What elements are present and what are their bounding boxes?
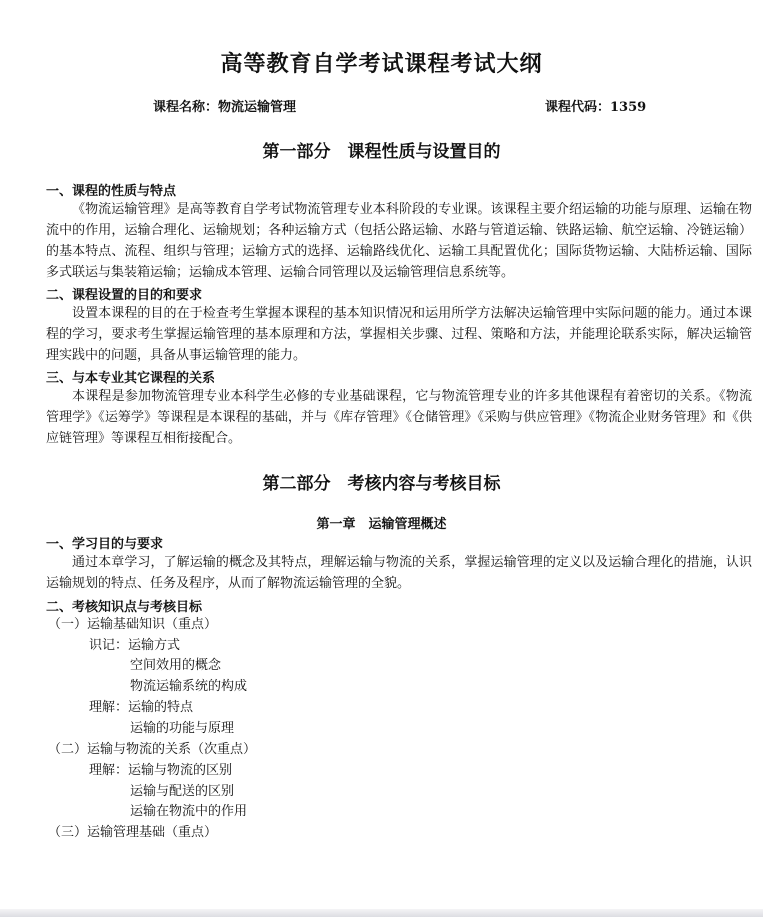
part2-section1-title: 一、学习目的与要求 [46, 537, 164, 552]
part1-section3-text: 本课程是参加物流管理专业本科学生必修的专业基础课程，它与物流管理专业的许多其他课程有着密切的关系。《物流管理学》《运筹学》等课程是本课程的基础，并与《库存管理》《仓储管理》《采购与供应管理》《物流企业财务管理》和《供应链管理》等课程互相衔接配合。 [46, 389, 752, 446]
course-name: 课程名称：物流运输管理 [153, 100, 297, 115]
document-title: 高等教育自学考试课程考试大纲 [220, 51, 543, 77]
outline-item: 理解：运输与物流的区别 [89, 763, 233, 778]
outline-item: （二）运输与物流的关系（次重点） [48, 742, 257, 757]
outline-item: 理解：运输的特点 [89, 700, 194, 715]
outline-item: 空间效用的概念 [130, 658, 222, 673]
part1-section1-title: 一、课程的性质与特点 [46, 184, 177, 199]
part1-section2-text: 设置本课程的目的在于检查考生掌握本课程的基本知识情况和运用所学方法解决运输管理中实际问题的能力。通过本课程的学习，要求考生掌握运输管理的基本原理和方法，掌握相关步骤、过程、策略和方法，并能理论联系实际，解决运输管理实践中的问题，具备从事运输管理的能力。 [46, 306, 752, 363]
outline-item: 物流运输系统的构成 [130, 679, 248, 694]
chapter-heading: 第一章 运输管理概述 [316, 517, 447, 532]
part1-heading: 第一部分 课程性质与设置目的 [262, 142, 501, 162]
outline-item: 运输的功能与原理 [130, 721, 235, 736]
part2-section1-text: 通过本章学习，了解运输的概念及其特点，理解运输与物流的关系，掌握运输管理的定义以及运输合理化的措施，认识运输规划的特点、任务及程序，从而了解物流运输管理的全貌。 [46, 555, 752, 591]
outline-item: 运输与配送的区别 [130, 784, 235, 799]
horizontal-scrollbar[interactable] [0, 909, 763, 917]
part1-section2-title: 二、课程设置的目的和要求 [46, 288, 203, 303]
course-code: 课程代码：1359 [545, 100, 647, 115]
part2-section2-title: 二、考核知识点与考核目标 [46, 600, 203, 615]
outline-item: 运输在物流中的作用 [130, 804, 248, 819]
part2-heading: 第二部分 考核内容与考核目标 [262, 474, 501, 494]
outline-item: （三）运输管理基础（重点） [48, 825, 218, 840]
part1-section1-text: 《物流运输管理》是高等教育自学考试物流管理专业本科阶段的专业课。该课程主要介绍运输的功能与原理、运输在物流中的作用，运输合理化、运输规划；各种运输方式（包括公路运输、水路与管道运输、铁路运输、航空运输、冷链运输）的基本特点、流程、组织与管理；运输方式的选择、运输路线优化、运输工具配置优化；国际货物运输、大陆桥运输、国际多式联运与集装箱运输；运输成本管理、运输合同管理以及运输管理信息系统等。 [46, 202, 752, 280]
outline-item: （一）运输基础知识（重点） [48, 617, 218, 632]
outline-item: 识记：运输方式 [89, 638, 181, 653]
part1-section3-title: 三、与本专业其它课程的关系 [46, 371, 216, 386]
